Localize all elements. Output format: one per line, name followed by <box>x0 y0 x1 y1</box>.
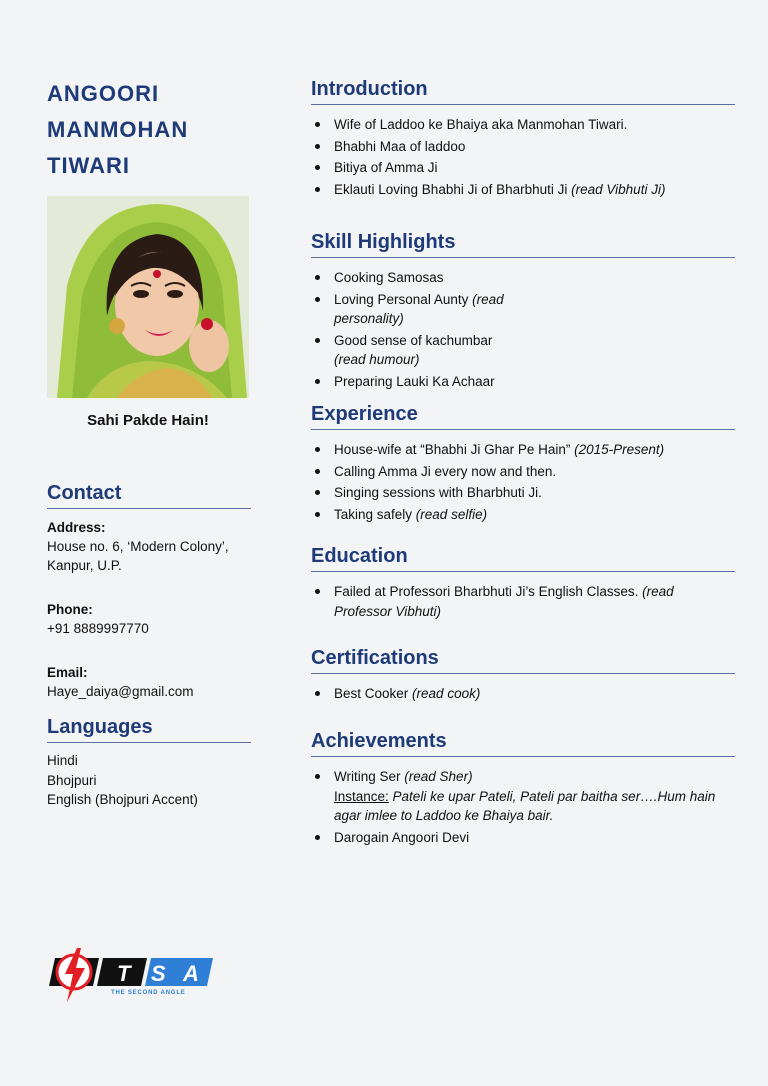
logo-letter-s: S <box>151 961 166 986</box>
list-item: Darogain Angoori Devi <box>334 828 735 848</box>
item-note: personality) <box>334 311 404 326</box>
list-item <box>334 440 735 460</box>
education-section <box>311 545 735 623</box>
introduction-title: Introduction <box>311 78 735 105</box>
list-item: Cooking Samosas <box>334 268 735 288</box>
instance-text: agar imlee to Laddoo ke Bhaiya bair. <box>334 808 554 823</box>
language-item: Hindi <box>47 753 78 768</box>
name-block <box>47 76 252 184</box>
languages-list <box>47 751 251 810</box>
item-note: (read cook) <box>412 686 481 701</box>
phone-label: Phone: <box>47 602 93 617</box>
item-text: Failed at Professori Bharbhuti Ji’s English Classes. <box>334 584 643 599</box>
item-note: (read Sher) <box>404 769 473 784</box>
list-item <box>334 331 735 370</box>
list-item <box>334 290 735 329</box>
item-text: Loving Personal Aunty <box>334 291 473 307</box>
item-note: (read <box>642 584 674 599</box>
languages-section <box>47 716 251 810</box>
name-line-3: TIWARI <box>47 153 130 178</box>
item-note: (read humour) <box>334 352 420 367</box>
email-value: Haye_daiya@gmail.com <box>47 684 194 699</box>
photo-caption: Sahi Pakde Hain! <box>87 412 209 429</box>
address-line-1: House no. 6, ‘Modern Colony’, <box>47 539 229 554</box>
address-line-2: Kanpur, U.P. <box>47 558 122 573</box>
item-note: Professor Vibhuti) <box>334 603 442 619</box>
language-item: Bhojpuri <box>47 772 97 788</box>
list-item <box>334 505 735 525</box>
portrait-illustration <box>47 196 249 398</box>
experience-title: Experience <box>311 403 735 430</box>
item-text: Good sense of kachumbar <box>334 332 493 348</box>
instance-label: Instance: <box>334 788 389 804</box>
the-second-angle-logo-icon <box>47 944 215 1004</box>
person-name <box>47 76 252 184</box>
certifications-section <box>311 647 735 706</box>
item-note: (2015-Present) <box>574 442 665 457</box>
list-item: Bitiya of Amma Ji <box>334 158 735 178</box>
certifications-title: Certifications <box>311 647 735 674</box>
list-item: Bhabhi Maa of laddoo <box>334 137 735 157</box>
list-item <box>334 180 735 200</box>
phone-value: +91 8889997770 <box>47 621 149 636</box>
list-item <box>334 684 735 704</box>
language-item: English (Bhojpuri Accent) <box>47 792 198 807</box>
introduction-section <box>311 78 735 201</box>
list-item <box>334 767 735 826</box>
list-item <box>334 582 735 621</box>
item-note: (read Vibhuti Ji) <box>571 181 666 197</box>
list-item: Wife of Laddoo ke Bhaiya aka Manmohan Tiwari. <box>334 115 735 135</box>
tsa-logo <box>47 944 215 1004</box>
skills-title: Skill Highlights <box>311 231 735 258</box>
name-line-1: ANGOORI <box>47 81 160 106</box>
list-item: Calling Amma Ji every now and then. <box>334 462 735 482</box>
contact-section <box>47 482 251 701</box>
item-text: House-wife at “Bhabhi Ji Ghar Pe Hain” <box>334 442 575 457</box>
logo-tagline: THE SECOND ANGLE <box>111 990 186 996</box>
item-note: (read selfie) <box>415 506 488 522</box>
logo-letter-a: A <box>183 961 199 986</box>
achievements-title: Achievements <box>311 730 735 757</box>
instance-text: Pateli ke upar Pateli, Pateli par baitha ser….Hum hain <box>388 788 716 804</box>
item-note: (read <box>472 291 504 307</box>
achievements-section <box>311 730 735 849</box>
skills-section <box>311 231 735 393</box>
item-text: Writing Ser <box>334 769 405 784</box>
list-item: Singing sessions with Bharbhuti Ji. <box>334 483 735 503</box>
logo-letter-t: T <box>117 961 131 986</box>
education-title: Education <box>311 545 735 572</box>
item-text: Taking safely <box>334 506 416 522</box>
address-label: Address: <box>47 520 106 535</box>
experience-section <box>311 403 735 526</box>
list-item: Preparing Lauki Ka Achaar <box>334 372 735 392</box>
contact-title: Contact <box>47 482 251 509</box>
item-text: Best Cooker <box>334 686 413 701</box>
email-label: Email: <box>47 665 88 680</box>
item-text: Eklauti Loving Bhabhi Ji of Bharbhuti Ji <box>334 181 572 197</box>
languages-title: Languages <box>47 716 251 743</box>
profile-photo <box>47 196 249 398</box>
name-line-2: MANMOHAN <box>47 117 189 142</box>
